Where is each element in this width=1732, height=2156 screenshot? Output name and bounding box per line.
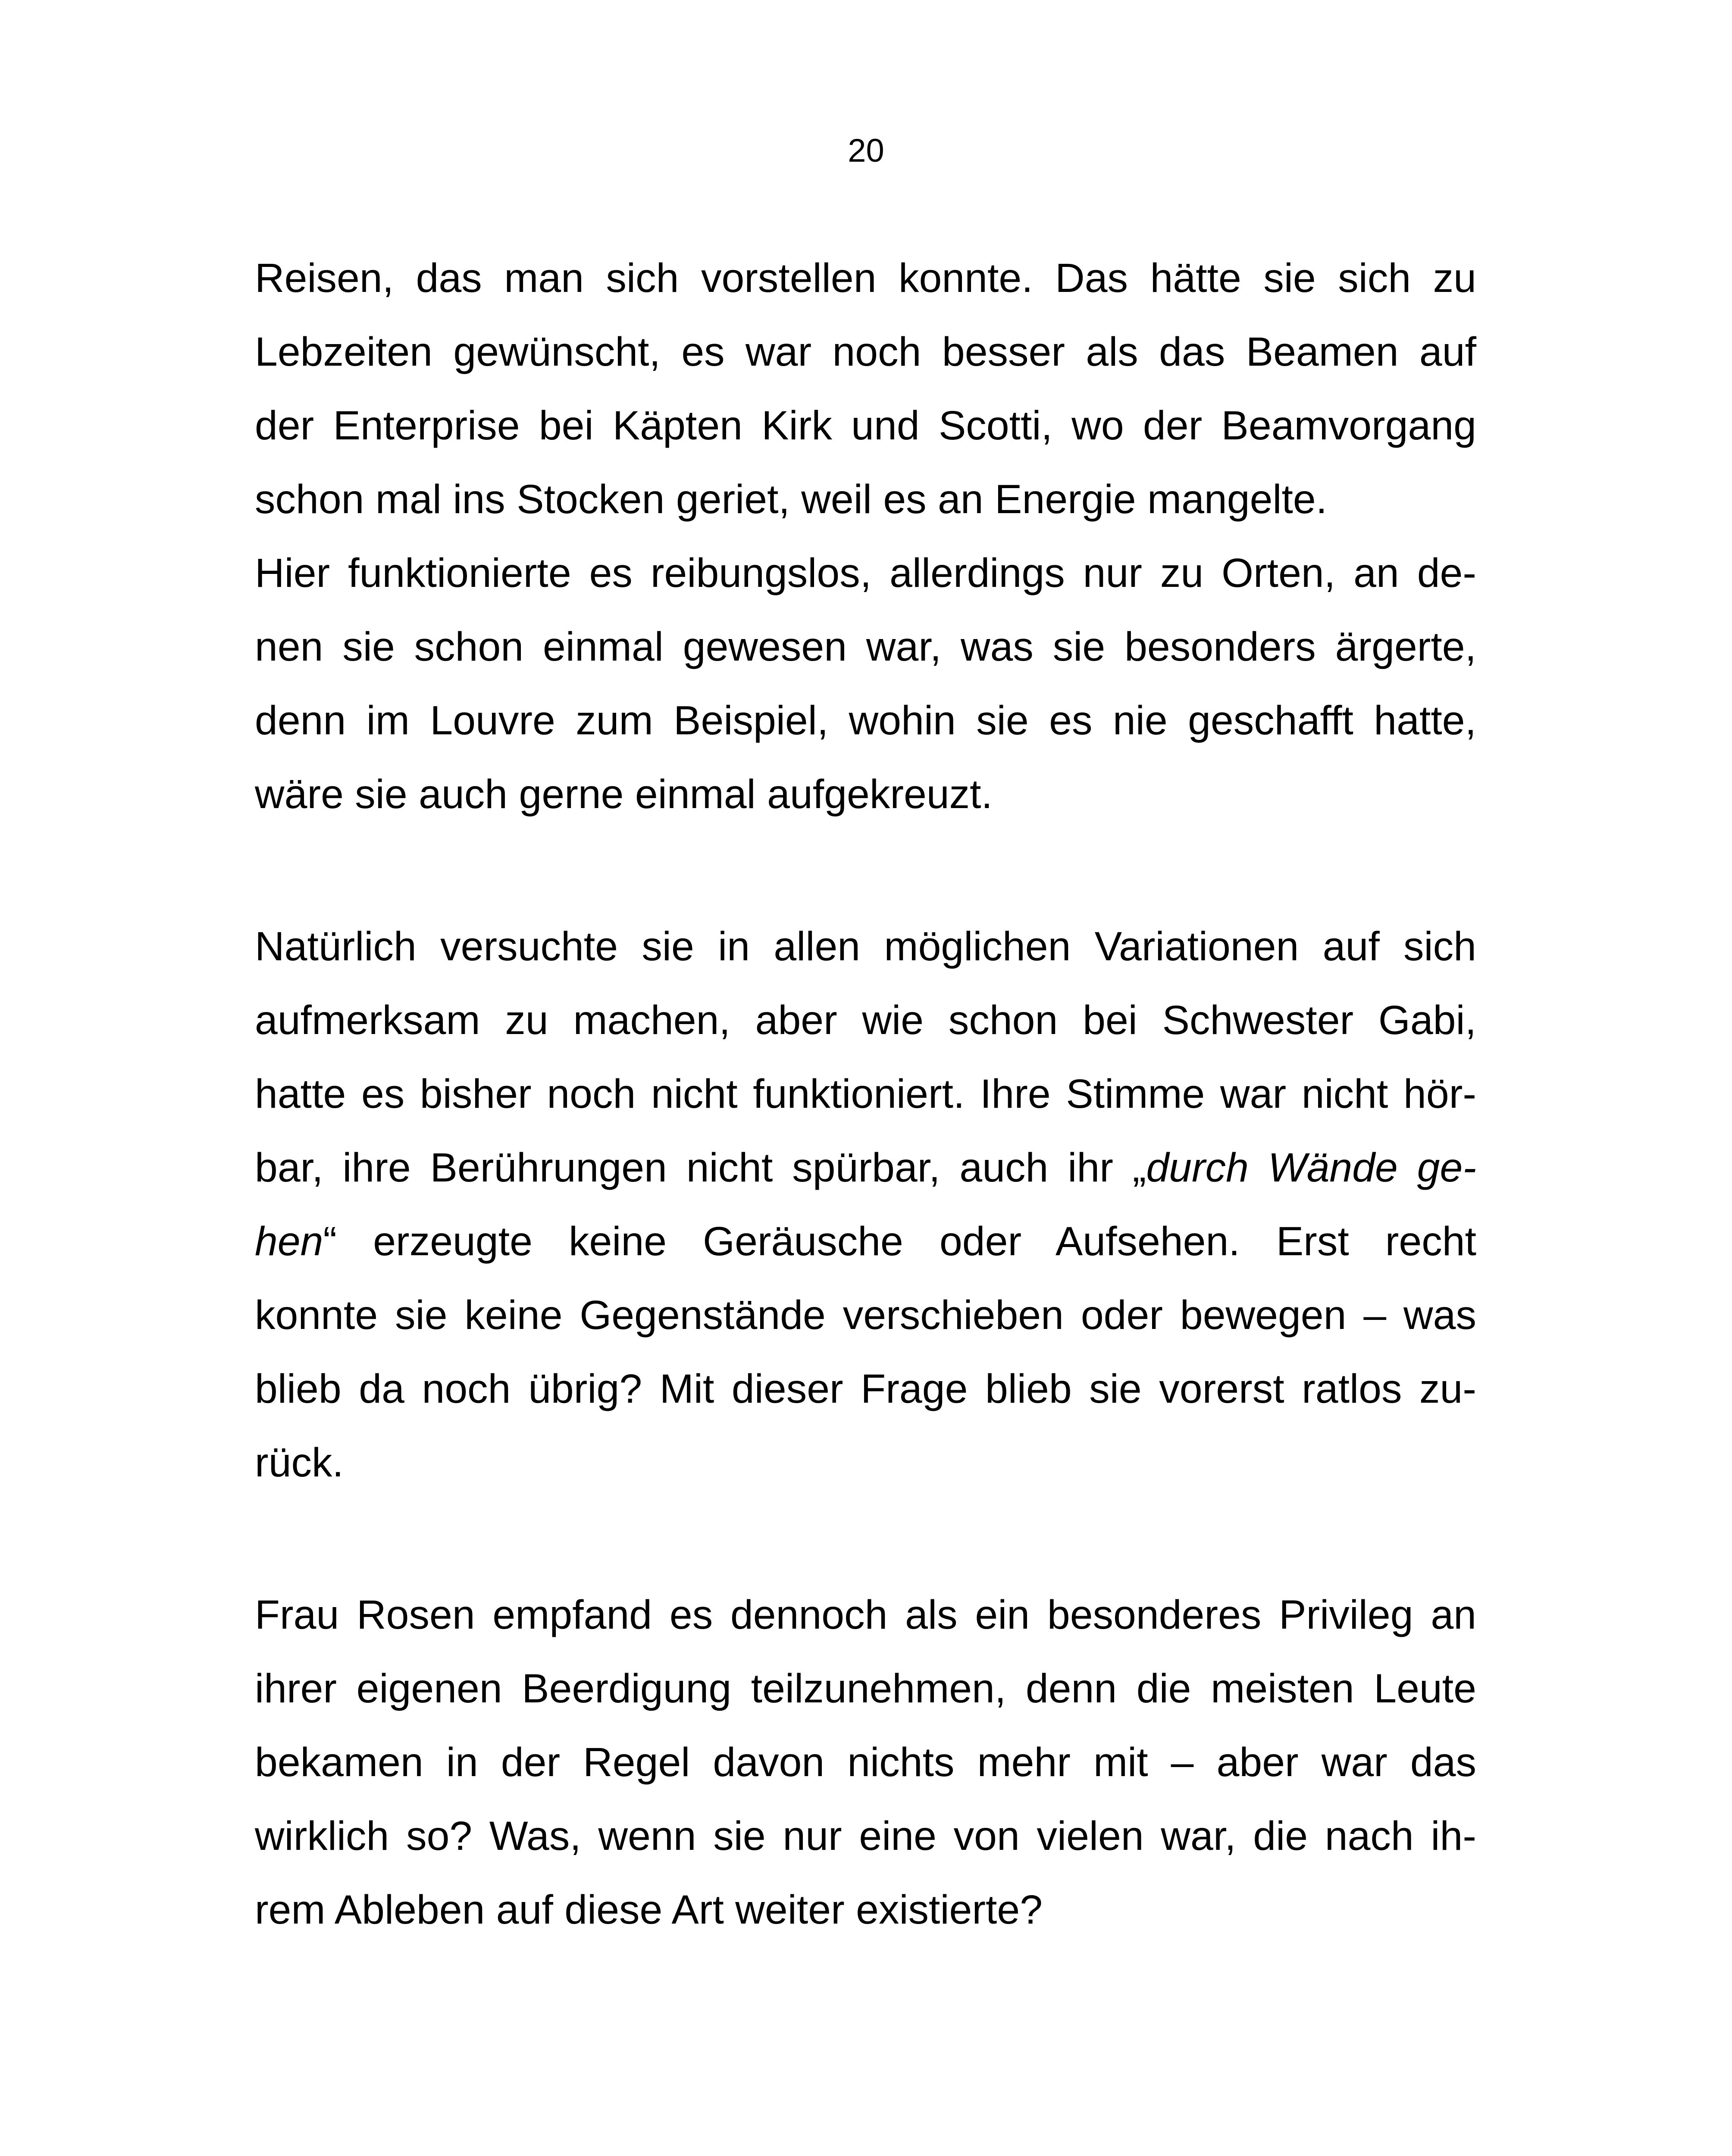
paragraph-line: konnte sie keine Gegenstände verschieben oder bewegen – was xyxy=(255,1292,1476,1338)
italic-segment: hen xyxy=(255,1219,323,1264)
paragraph-3 xyxy=(255,1578,1476,1947)
paragraph-line-with-italic xyxy=(255,1131,1476,1205)
paragraph-line: Lebzeiten gewünscht, es war noch besser als das Beamen auf xyxy=(255,329,1476,375)
paragraph-line: aufmerksam zu machen, aber wie schon bei Schwester Gabi, xyxy=(255,997,1476,1043)
paragraph-line: rem Ableben auf diese Art weiter existierte? xyxy=(255,1887,1043,1933)
text-segment: bar, ihre Berührungen nicht spürbar, auch ihr „ xyxy=(255,1145,1146,1191)
paragraph-1 xyxy=(255,241,1476,831)
paragraph-2 xyxy=(255,910,1476,1500)
paragraph-line: blieb da noch übrig? Mit dieser Frage blieb sie vorerst ratlos zu- xyxy=(255,1366,1476,1412)
paragraph-line-with-italic xyxy=(255,1205,1476,1279)
paragraph-line: Reisen, das man sich vorstellen konnte. Das hätte sie sich zu xyxy=(255,255,1476,301)
paragraph-line: der Enterprise bei Käpten Kirk und Scotti, wo der Beamvorgang xyxy=(255,403,1476,448)
paragraph-line: Hier funktionierte es reibungslos, allerdings nur zu Orten, an de- xyxy=(255,550,1476,596)
paragraph-line: denn im Louvre zum Beispiel, wohin sie es nie geschafft hatte, xyxy=(255,698,1476,743)
text-segment: “ erzeugte keine Geräusche oder Aufsehen. Erst recht xyxy=(323,1219,1476,1264)
paragraph-line: bekamen in der Regel davon nichts mehr mit – aber war das xyxy=(255,1739,1476,1785)
paragraph-line: ihrer eigenen Beerdigung teilzunehmen, denn die meisten Leute xyxy=(255,1666,1476,1711)
page-number: 20 xyxy=(848,132,884,169)
paragraph-line: Frau Rosen empfand es dennoch als ein besonderes Privileg an xyxy=(255,1592,1476,1638)
paragraph-line: rück. xyxy=(255,1440,344,1485)
paragraph-line: schon mal ins Stocken geriet, weil es an Energie mangelte. xyxy=(255,476,1328,522)
paragraph-line: wirklich so? Was, wenn sie nur eine von vielen war, die nach ih- xyxy=(255,1813,1476,1859)
paragraph-line: wäre sie auch gerne einmal aufgekreuzt. xyxy=(255,771,993,817)
paragraph-line: Natürlich versuchte sie in allen möglichen Variationen auf sich xyxy=(255,924,1476,969)
italic-segment: durch Wände ge- xyxy=(1146,1145,1476,1191)
paragraph-line: hatte es bisher noch nicht funktioniert. Ihre Stimme war nicht hör- xyxy=(255,1071,1476,1117)
paragraph-line: nen sie schon einmal gewesen war, was sie besonders ärgerte, xyxy=(255,624,1476,670)
